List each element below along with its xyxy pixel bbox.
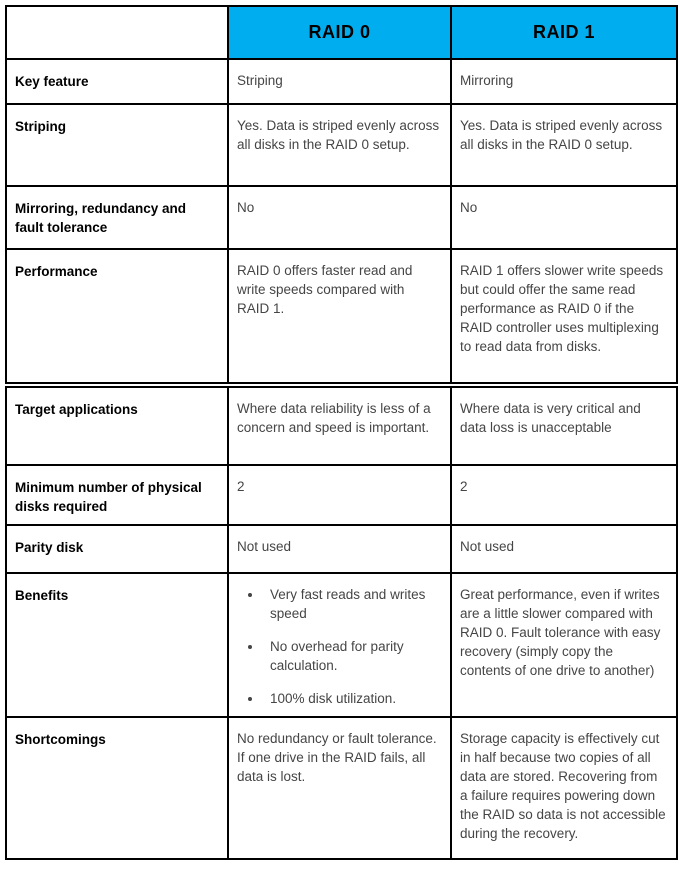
table-row <box>6 104 677 186</box>
corner-cell <box>6 6 228 59</box>
header-row <box>6 6 677 59</box>
table-row <box>6 385 677 465</box>
feature-label: Parity disk <box>6 525 228 573</box>
feature-label: Shortcomings <box>6 717 228 859</box>
raid0-cell: Not used <box>228 525 451 573</box>
raid1-cell: 2 <box>451 465 677 525</box>
raid0-cell: No <box>228 186 451 249</box>
table-row <box>6 59 677 104</box>
raid1-cell: RAID 1 offers slower write speeds but could offer the same read performance as RAID 0 if the RAID controller uses multiplexing to read data from disks. <box>451 249 677 385</box>
raid0-cell: Yes. Data is striped evenly across all disks in the RAID 0 setup. <box>228 104 451 186</box>
raid0-cell: No redundancy or fault tolerance. If one drive in the RAID fails, all data is lost. <box>228 717 451 859</box>
feature-label: Key feature <box>6 59 228 104</box>
raid0-cell: RAID 0 offers faster read and write speeds compared with RAID 1. <box>228 249 451 385</box>
raid0-cell: 2 <box>228 465 451 525</box>
feature-label: Striping <box>6 104 228 186</box>
table-row <box>6 249 677 385</box>
table-row <box>6 717 677 859</box>
column-header-raid1: RAID 1 <box>451 6 677 59</box>
feature-label: Benefits <box>6 573 228 717</box>
feature-label: Mirroring, redundancy and fault tolerance <box>6 186 228 249</box>
raid1-cell: No <box>451 186 677 249</box>
raid1-cell: Storage capacity is effectively cut in half because two copies of all data are stored. Recovering from a failure requires powering down the RAID so data is not accessible during the recovery. <box>451 717 677 859</box>
bullet-item: • No overhead for parity calculation. <box>263 637 440 675</box>
table-row <box>6 186 677 249</box>
raid1-cell: Not used <box>451 525 677 573</box>
raid1-cell: Where data is very critical and data loss is unacceptable <box>451 385 677 465</box>
table-row <box>6 465 677 525</box>
raid0-cell <box>228 573 451 717</box>
raid-comparison-table <box>5 5 678 860</box>
raid0-cell: Striping <box>228 59 451 104</box>
benefits-bullet-list <box>237 585 440 708</box>
bullet-item: • Very fast reads and writes speed <box>263 585 440 623</box>
raid1-cell: Great performance, even if writes are a little slower compared with RAID 0. Fault tolerance with easy recovery (simply copy the contents of one drive to another) <box>451 573 677 717</box>
raid1-cell: Mirroring <box>451 59 677 104</box>
bullet-item: • 100% disk utilization. <box>263 689 440 708</box>
table-row <box>6 525 677 573</box>
feature-label: Performance <box>6 249 228 385</box>
table-row <box>6 573 677 717</box>
feature-label: Target applications <box>6 385 228 465</box>
column-header-raid0: RAID 0 <box>228 6 451 59</box>
feature-label: Minimum number of physical disks required <box>6 465 228 525</box>
raid1-cell: Yes. Data is striped evenly across all disks in the RAID 0 setup. <box>451 104 677 186</box>
raid0-cell: Where data reliability is less of a concern and speed is important. <box>228 385 451 465</box>
